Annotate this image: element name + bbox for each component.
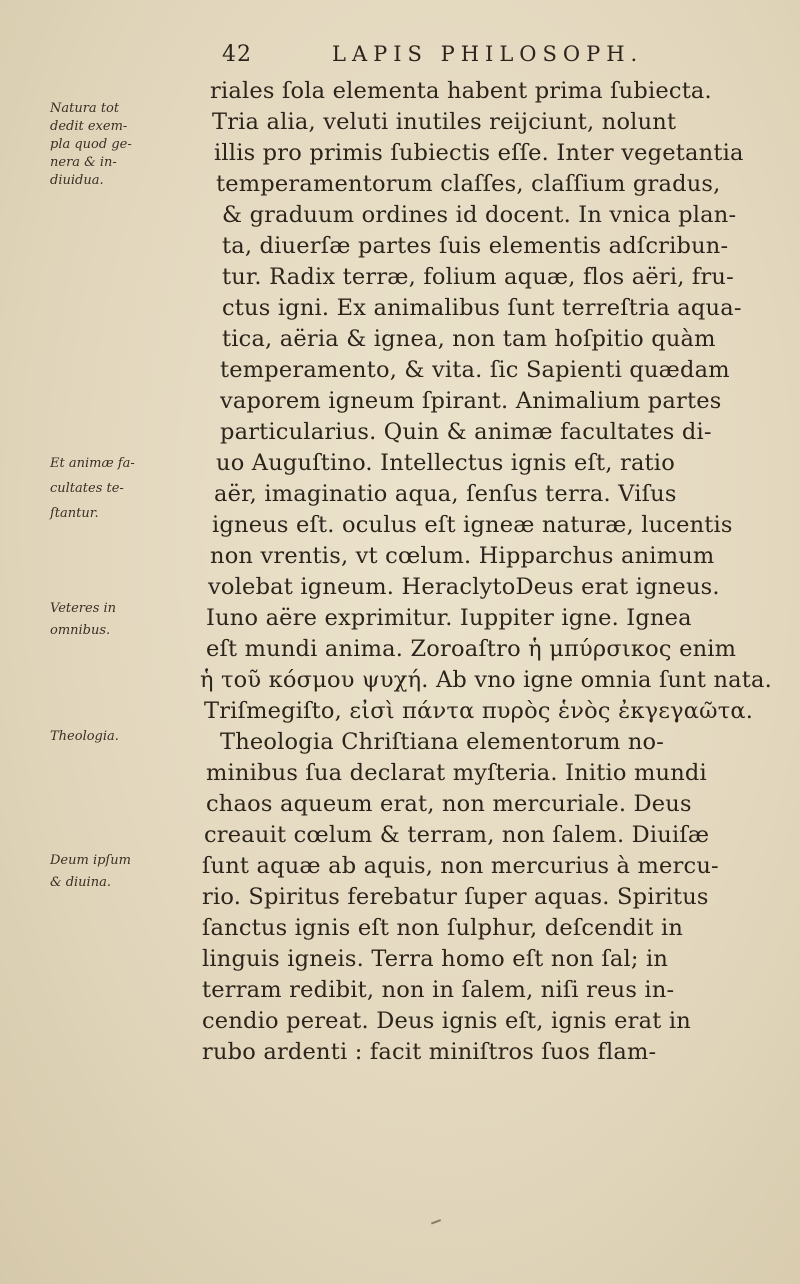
text-line: Triſmegiſto, εἰσὶ πάντα πυρὸς ἑνὸς ἐκγεγαῶτα. [204,698,754,724]
text-line: particularius. Quin & animæ facultates di- [220,419,712,445]
text-line: tica, aëria & ignea, non tam hoſpitio quàm [222,326,716,352]
body-text [150,76,772,1156]
text-line: non vrentis, vt cœlum. Hipparchus animum [210,543,715,569]
text-line: illis pro primis ſubiectis eſſe. Inter vegetantia [214,140,744,166]
text-line: uo Auguſtino. Intellectus ignis eſt, ratio [216,450,675,476]
text-line: eſt mundi anima. Zoroaſtro ἡ μπύρσικος enim [206,636,737,662]
margin-note-line: Et animæ fa- [50,456,135,471]
text-line: minibus ſua declarat myſteria. Initio mundi [206,760,707,786]
margin-note-line: diuidua. [50,173,104,188]
running-head [222,40,722,74]
text-line: linguis igneis. Terra homo eſt non ſal; in [202,946,669,972]
margin-note-line: Theologia. [50,729,119,744]
running-title: LAPIS PHILOSOPH. [332,42,644,66]
text-line: ta, diuerſæ partes ſuis elementis adſcribun- [222,233,729,259]
margin-note-line: omnibus. [50,623,111,638]
margin-note-line: Deum ipſum [50,853,131,868]
text-line: ctus igni. Ex animalibus ſunt terreſtria aqua- [222,295,742,321]
margin-note-line: & diuina. [50,875,111,890]
text-line: ſunt aquæ ab aquis, non mercurius à mercu- [202,853,719,879]
text-line: Tria alia, veluti inutiles reijciunt, nolunt [212,109,677,135]
margin-note-line: nera & in- [50,155,117,170]
margin-notes [50,100,160,1020]
text-line: temperamento, & vita. ſic Sapienti quædam [220,357,730,383]
margin-note-line: cultates te- [50,481,124,496]
text-line: Iuno aëre exprimitur. Iuppiter igne. Ignea [206,605,692,631]
text-line: rubo ardenti : facit miniſtros ſuos flam- [202,1039,657,1065]
text-line: & graduum ordines id docent. In vnica plan- [222,202,737,228]
page-number: 42 [222,42,252,67]
text-line: igneus eſt. oculus eſt igneæ naturæ, lucentis [212,512,733,538]
text-line: volebat igneum. HeraclytoDeus erat igneus. [208,574,720,600]
text-line: temperamentorum claſſes, claſſium gradus, [216,171,721,197]
margin-note-line: pla quod ge- [50,137,132,152]
text-line: tur. Radix terræ, folium aquæ, flos aëri, fru- [222,264,734,290]
margin-note-line: Natura tot [50,101,120,116]
text-line: rio. Spiritus ferebatur ſuper aquas. Spiritus [202,884,709,910]
text-line: ἡ τοῦ κόσμου ψυχή. Ab vno igne omnia ſunt nata. [200,667,772,693]
text-line: terram redibit, non in ſalem, niſi reus in- [202,977,675,1003]
margin-note-line: dedit exem- [50,119,128,134]
margin-note-line: Veteres in [50,601,117,616]
text-line: aër, imaginatio aqua, ſenſus terra. Viſus [214,481,677,507]
ink-speck [429,1214,441,1225]
text-line: riales ſola elementa habent prima ſubiecta. [210,78,712,104]
text-line: vaporem igneum ſpirant. Animalium partes [220,388,722,414]
margin-note-line: ſtantur. [50,506,99,521]
text-line: chaos aqueum erat, non mercuriale. Deus [206,791,692,817]
text-line: ſanctus ignis eſt non ſulphur, deſcendit in [202,915,684,941]
text-line: Theologia Chriſtiana elementorum no- [220,729,665,755]
text-line: cendio pereat. Deus ignis eſt, ignis erat in [202,1008,691,1034]
text-line: creauit cœlum & terram, non ſalem. Diuiſæ [204,822,710,848]
